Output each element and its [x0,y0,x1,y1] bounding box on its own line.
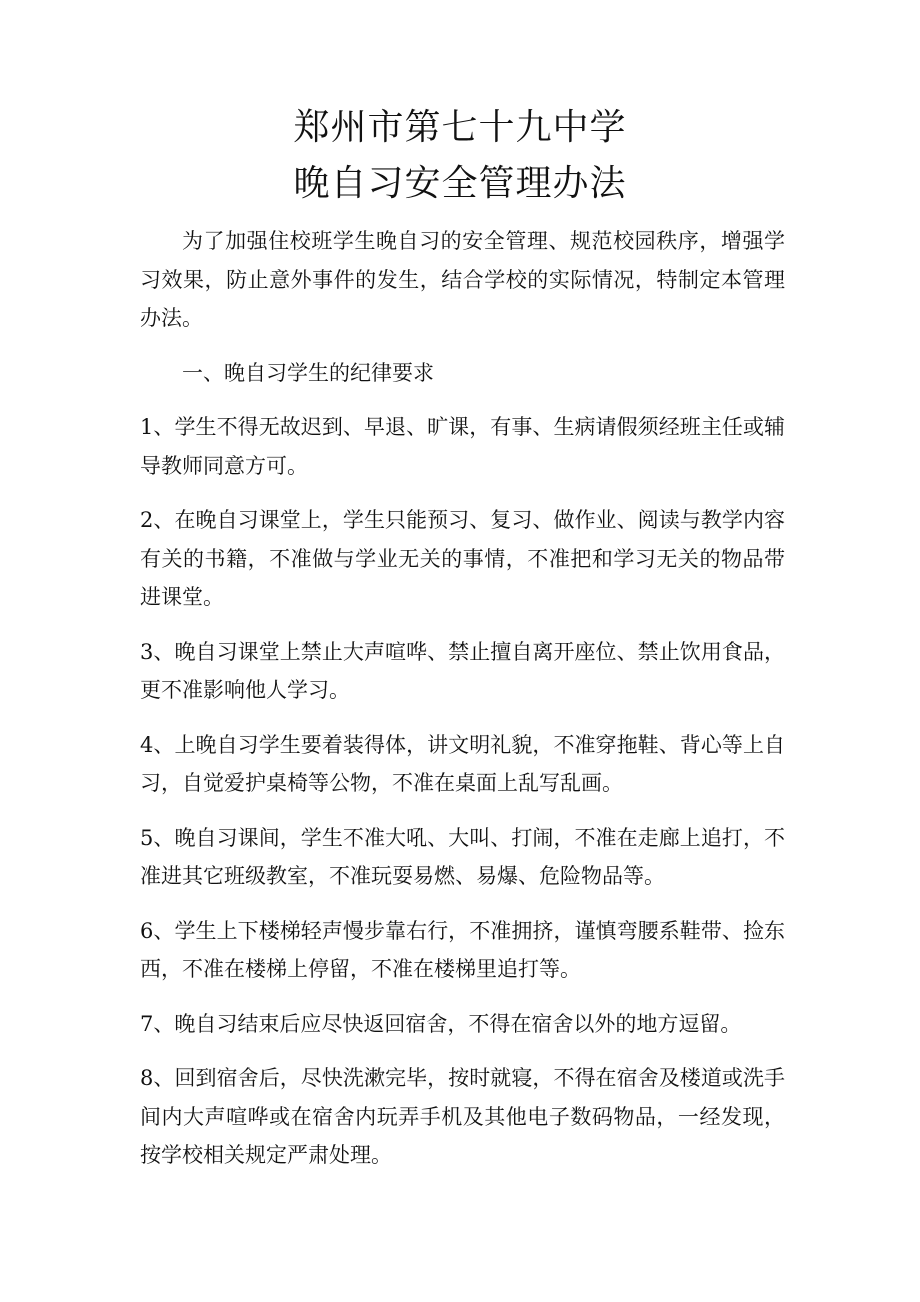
rule-item-6: 6、学生上下楼梯轻声慢步靠右行，不准拥挤，谨慎弯腰系鞋带、捡东西，不准在楼梯上停留，不准在楼梯里追打等。 [140,918,785,981]
title-regulation-name: 晚自习安全管理办法 [293,163,627,204]
rule-item-2: 2、在晚自习课堂上，学生只能预习、复习、做作业、阅读与教学内容有关的书籍，不准做与学业无关的事情，不准把和学习无关的物品带进课堂。 [140,508,785,609]
rule-item-3: 3、晚自习课堂上禁止大声喧哗、禁止擅自离开座位、禁止饮用食品，更不准影响他人学习。 [140,639,785,702]
document-body [140,222,785,1191]
document-title [0,100,920,212]
intro-paragraph: 为了加强住校班学生晚自习的安全管理、规范校园秩序，增强学习效果，防止意外事件的发生，结合学校的实际情况，特制定本管理办法。 [140,229,785,330]
title-school-name: 郑州市第七十九中学 [293,107,627,148]
rule-item-1: 1、学生不得无故迟到、早退、旷课，有事、生病请假须经班主任或辅导教师同意方可。 [140,415,785,478]
rule-item-8: 8、回到宿舍后，尽快洗漱完毕，按时就寝，不得在宿舍及楼道或洗手间内大声喧哗或在宿舍内玩弄手机及其他电子数码物品，一经发现，按学校相关规定严肃处理。 [140,1066,785,1167]
rule-item-5: 5、晚自习课间，学生不准大吼、大叫、打闹，不准在走廊上追打，不准进其它班级教室，不准玩耍易燃、易爆、危险物品等。 [140,825,785,888]
section-heading: 一、晚自习学生的纪律要求 [182,360,434,385]
rule-item-7: 7、晚自习结束后应尽快返回宿舍，不得在宿舍以外的地方逗留。 [140,1011,742,1036]
rule-item-4: 4、上晚自习学生要着装得体，讲文明礼貌，不准穿拖鞋、背心等上自习，自觉爱护桌椅等公物，不准在桌面上乱写乱画。 [140,732,785,795]
